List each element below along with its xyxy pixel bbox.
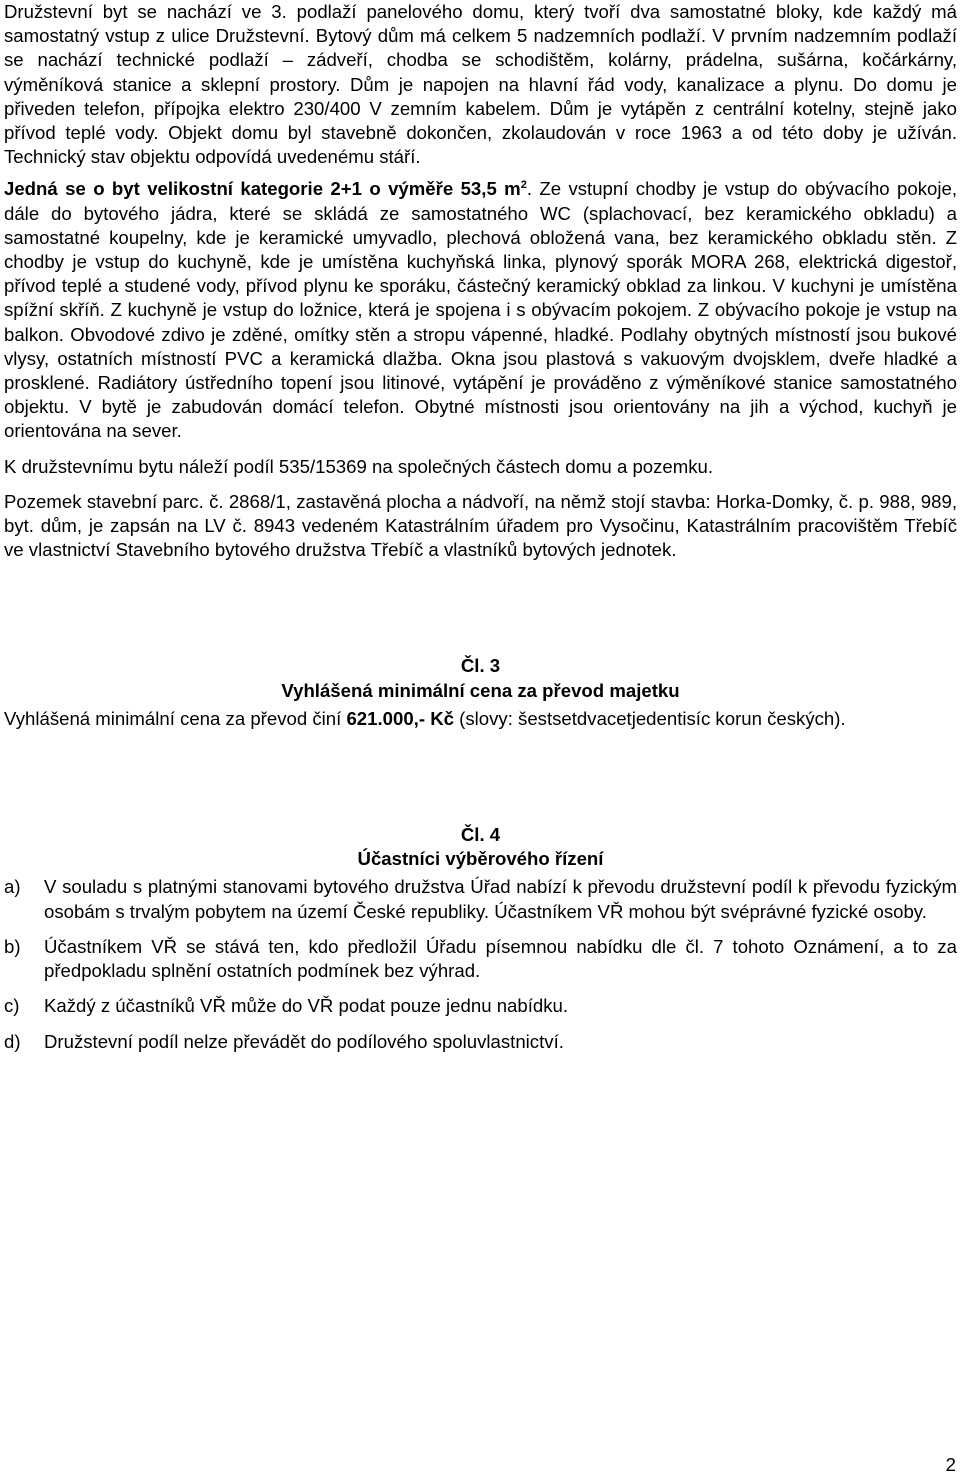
- article-4-title: Účastníci výběrového řízení: [357, 848, 604, 870]
- apartment-description-paragraph: [4, 177, 957, 443]
- land-paragraph: Pozemek stavební parc. č. 2868/1, zastavěná plocha a nádvoří, na němž stojí stavba: Horka-Domky, č. p. 988, 989, byt. dům, je zapsán na LV č. 8943 vedeném Katastrálním úřadem pro Vysočinu, Katastrálním pracovištěm Třebíč ve vlastnictví Stavebního bytového družstva Třebíč a vlastníků bytových jednotek.: [4, 490, 957, 561]
- article-3-number: Čl. 3: [460, 655, 501, 677]
- list-item: [4, 875, 957, 923]
- list-item: [4, 994, 957, 1018]
- price-text-before: Vyhlášená minimální cena za převod činí: [4, 707, 347, 729]
- list-item-label: c): [4, 995, 20, 1017]
- list-item-label: b): [4, 935, 21, 957]
- price-text-after: (slovy: šestsetdvacetjedentisíc korun českých).: [453, 707, 846, 729]
- intro-paragraph: Družstevní byt se nachází ve 3. podlaží panelového domu, který tvoří dva samostatné bloky, kde každý má samostatný vstup z ulice Družstevní. Bytový dům má celkem 5 nadzemních podlaží. V prvním nadzemním podlaží se nachází technické podlaží – zádveří, chodba se schodištěm, kolárny, prádelna, sušárna, kočárkárny, výměníková stanice a sklepní prostory. Dům je napojen na hlavní řád vody, kanalizace a plynu. Do domu je přiveden telefon, přípojka elektro 230/400 V zemním kabelem. Dům je vytápěn z centrální kotelny, stejně jako přívod teplé vody. Objekt domu byl stavebně dokončen, zkolaudován v roce 1963 a od této doby je užíván. Technický stav objektu odpovídá uvedenému stáří.: [4, 1, 957, 168]
- article-4-number: Čl. 4: [460, 824, 501, 846]
- list-item-text: Účastníkem VŘ se stává ten, kdo předložil Úřadu písemnou nabídku dle čl. 7 tohoto Oznámení, a to za předpokladu splnění ostatních podmínek bez výhrad.: [44, 935, 957, 982]
- minimum-price: 621.000,- Kč: [346, 707, 454, 729]
- list-item-label: a): [4, 876, 21, 898]
- minimum-price-paragraph: [4, 707, 957, 731]
- page-number: 2: [945, 1453, 956, 1475]
- apartment-category: Jedná se o byt velikostní kategorie 2+1 o výměře 53,5 m: [4, 178, 521, 200]
- list-item-label: d): [4, 1030, 21, 1052]
- list-item: [4, 935, 957, 983]
- area-unit-superscript: 2: [520, 179, 527, 192]
- list-item-text: Každý z účastníků VŘ může do VŘ podat pouze jednu nabídku.: [44, 995, 569, 1017]
- list-item-text: Družstevní podíl nelze převádět do podílového spoluvlastnictví.: [44, 1030, 564, 1052]
- list-item: [4, 1030, 957, 1054]
- apartment-description: . Ze vstupní chodby je vstup do obývacího pokoje, dále do bytového jádra, které se skládá ze samostatného WC (splachovací, bez keramického obkladu) a samostatné koupelny, kde je keramické umyvadlo, plechová obložená vana, bez keramického obkladu stěn. Z chodby je vstup do kuchyně, kde je umístěna kuchyňská linka, plynový sporák MORA 268, elektrická digestoř, přívod teplé a studené vody, přívod plynu ke sporáku, částečný keramický obklad za linkou. V kuchyni je umístěna spížní skříň. Z kuchyně je vstup do ložnice, která je spojena i s obývacím pokojem. Z obývacího pokoje je vstup na balkon. Obvodové zdivo je zděné, omítky stěn a stropu vápenné, hladké. Podlahy obytných místností jsou bukové vlysy, ostatních místností PVC a keramická dlažba. Okna jsou plastová s vakuovým dvojsklem, dveře hladké a prosklené. Radiátory ústředního topení jsou litinové, vytápění je prováděno z výměníkové stanice samostatného objektu. V bytě je zabudován domácí telefon. Obytné místnosti jsou orientovány na jih a východ, kuchyň je orientována na sever.: [4, 178, 957, 442]
- article-3-title: Vyhlášená minimální cena za převod majetku: [281, 679, 680, 701]
- share-paragraph: K družstevnímu bytu náleží podíl 535/15369 na společných částech domu a pozemku.: [4, 455, 714, 477]
- list-item-text: V souladu s platnými stanovami bytového družstva Úřad nabízí k převodu družstevní podíl k převodu fyzickým osobám s trvalým pobytem na území České republiky. Účastníkem VŘ mohou být svéprávné fyzické osoby.: [44, 876, 957, 922]
- document-page: [4, 0, 957, 1054]
